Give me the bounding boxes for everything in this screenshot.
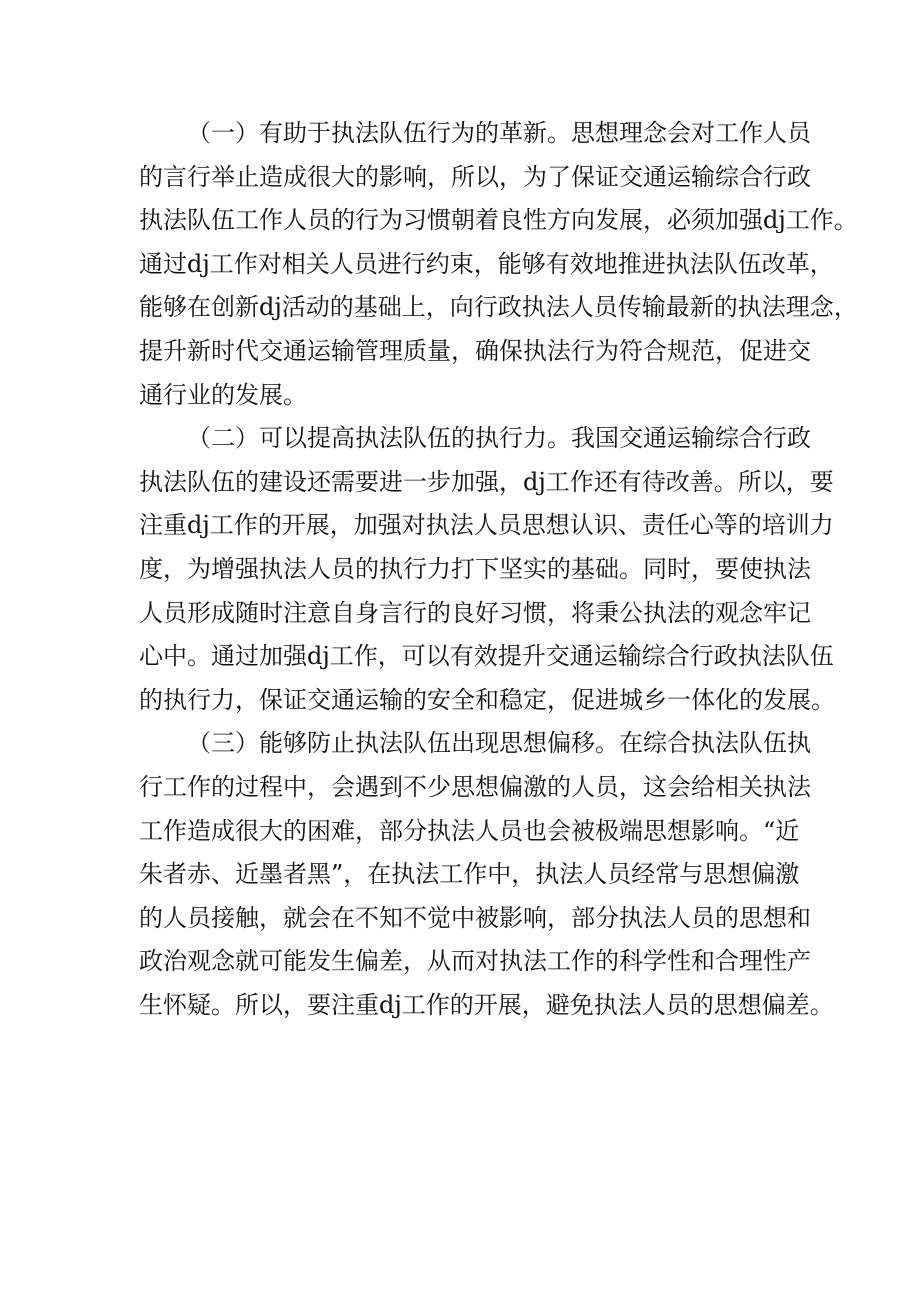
paragraph-line: 执法队伍工作人员的行为习惯朝着良性方向发展，必须加强dj工作。 xyxy=(139,206,858,235)
paragraph-line: （三）能够防止执法队伍出现思想偏移。在综合执法队伍执 xyxy=(187,729,811,758)
paragraph-line: （二）可以提高执法队伍的执行力。我国交通运输综合行政 xyxy=(187,424,811,453)
paragraph-line: 提升新时代交通运输管理质量，确保执法行为符合规范，促进交 xyxy=(139,336,811,365)
paragraph-line: 人员形成随时注意自身言行的良好习惯，将秉公执法的观念牢记 xyxy=(139,598,811,627)
paragraph-line: 的执行力，保证交通运输的安全和稳定，促进城乡一体化的发展。 xyxy=(139,685,835,714)
paragraph-line: 通行业的发展。 xyxy=(139,380,307,409)
paragraph-line: 能够在创新dj活动的基础上，向行政执法人员传输最新的执法理念， xyxy=(139,293,858,322)
paragraph-line: 注重dj工作的开展，加强对执法人员思想认识、责任心等的培训力 xyxy=(139,511,834,540)
paragraph-line: 心中。通过加强dj工作，可以有效提升交通运输综合行政执法队伍 xyxy=(139,642,834,671)
paragraph-line: 执法队伍的建设还需要进一步加强，dj工作还有待改善。所以，要 xyxy=(139,467,834,496)
paragraph-line: 政治观念就可能发生偏差，从而对执法工作的科学性和合理性产 xyxy=(139,947,811,976)
paragraph-line: 朱者赤、近墨者黑”，在执法工作中，执法人员经常与思想偏激 xyxy=(139,860,800,889)
paragraph-line: 的人员接触，就会在不知不觉中被影响，部分执法人员的思想和 xyxy=(139,903,811,932)
paragraph-line: 度，为增强执法人员的执行力打下坚实的基础。同时，要使执法 xyxy=(139,554,811,583)
paragraph-line: 工作造成很大的困难，部分执法人员也会被极端思想影响。“近 xyxy=(139,816,800,845)
paragraph-line: 行工作的过程中，会遇到不少思想偏激的人员，这会给相关执法 xyxy=(139,772,811,801)
document-body xyxy=(139,112,858,1027)
paragraph-line: （一）有助于执法队伍行为的革新。思想理念会对工作人员 xyxy=(187,119,811,147)
paragraph-3 xyxy=(139,722,834,1027)
paragraph-2 xyxy=(139,417,835,722)
paragraph-line: 通过dj工作对相关人员进行约束，能够有效地推进执法队伍改革， xyxy=(139,249,834,278)
paragraph-line: 的言行举止造成很大的影响，所以，为了保证交通运输综合行政 xyxy=(139,162,811,191)
paragraph-line: 生怀疑。所以，要注重dj工作的开展，避免执法人员的思想偏差。 xyxy=(139,990,834,1019)
paragraph-1 xyxy=(139,112,858,417)
